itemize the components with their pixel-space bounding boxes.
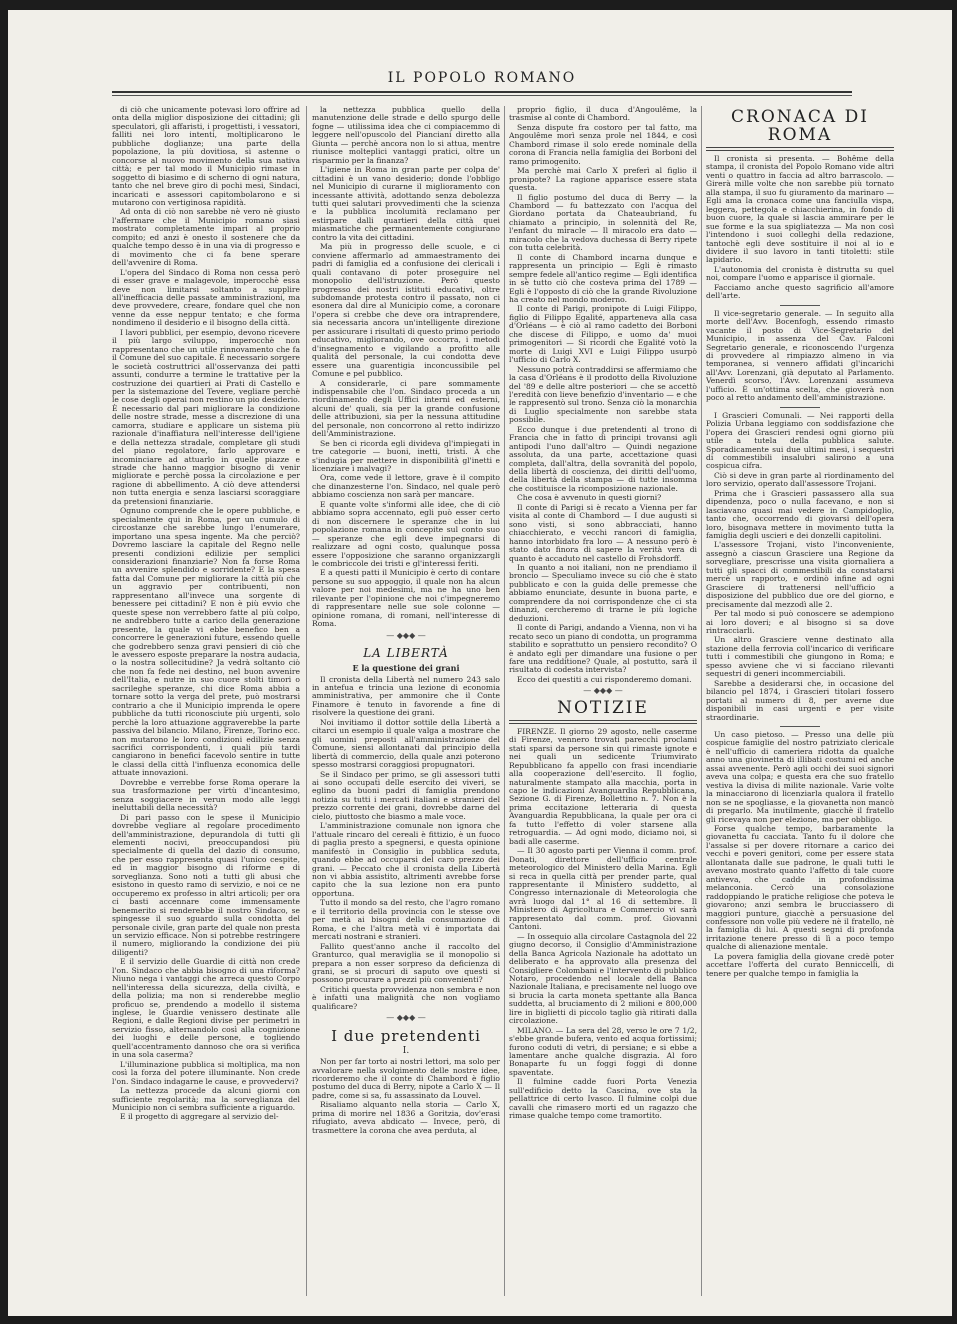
column-2: [312, 106, 500, 1291]
paragraph: Ecco dei questiti a cui risponderemo domani.: [517, 674, 692, 684]
paragraph: Ma più in progresso delle scuole, e ci conviene affermarlo ad ammaestramento dei padri di famiglia ed a confusione dei clericali i quali contavano di poter proseguire nel monopolio dell'istruzione. Però questo progresso dei nostri istituti educativi, oltre subdomande protesta contro il passato, non ci esonera dal dire al Municipio come, a coronare l'opera si crebbe che deve ora intraprendere, sia necessaria ancora un'intelligente direzione per assicurare i risultati di questo primo periodo educativo, migliorando, ove occorra, i metodi d'insegnamento e vigilando a profitto alle qualità del personale, la cui condotta deve essere una guarentigia inconcussibile pel Comune e pel pubblico.: [312, 242, 500, 379]
paragraph: Ecco dunque i due pretendenti al trono di Francia che in fatto di principi trovansi agli antipodi l'uno dall'altro — Quindi negazione assoluta, da una parte, accettazione quasi completa, dall'altra, della sovranità del popolo, della libertà di coscienza, dei diritti dell'uomo, della libertà della stampa — di tutte insomma che costituisce la ricomposizione nazionale.: [509, 424, 697, 493]
newspaper-page: [8, 10, 952, 1316]
paragraph: — In ossequio alla circolare Castagnola del 22 giugno decorso, il Consiglio d'Amministrazione della Banca Agricola Nazionale ha adottato un deliberato e ha approvato alla presenza del Consigliere Colombani e l'intervento di pubblico Notaro, procedendo nel locale della Banca Nazionale Italiana, e precisamente nel luogo ove si brucia la carta moneta spettante alla Banca suddetta, al bruciamento di 2 milioni e 800,000 lire in biglietti di piccolo taglio già ritirati dalla circolazione.: [509, 931, 697, 1026]
masthead: [112, 64, 852, 104]
column-divider: [701, 106, 702, 1296]
paragraph: Per tal modo si può conoscere se adempiono ai loro doveri; e al bisogno si sa dove rintracciarli.: [706, 609, 894, 636]
column-4: [706, 106, 894, 1291]
paragraph: L'amministrazione comunale non ignora che l'attuale rincaro del cereali è fittizio, è un fuoco di paglia presto a spegnersi, e questa opinione manifestò in Consiglio in pubblica seduta, quando ebbe ad occuparsi del caro prezzo dei grani. — Peccato che il cronista della Libertà non vi abbia assistito, altrimenti avrebbe forse capito che la sua lezione non era punto opportuna.: [312, 821, 500, 898]
paragraph: Facciamo anche questo sagrificio all'amore dell'arte.: [706, 282, 894, 301]
paragraph: Un altro Grasciere venne destinato alla stazione della ferrovia coll'incarico di verificare tutti i commestibili che giungono in Roma; e spesso avviene che vi si facciano rilevanti sequestri di generi incommerciabili.: [706, 635, 894, 679]
section-heading-cronaca: CRONACA DI ROMA: [731, 107, 869, 145]
column-1: [112, 106, 300, 1291]
paragraph: I lavori pubblici, per esempio, devono ricevere il più largo sviluppo, imperocchè non rappresentano che un utile rinnovamento che fa il Comune del suo capitale. È necessario sorgere le società costruttrici all'osservanza dei patti assunti, condurre a termine le trattative per la costruzione dei quartieri ai Prati di Castello e per la sistemazione del Tevere, vegliare perchè le cose degli operai non restino un pio desiderio. È necessario dal pari migliorare la condizione delle nostre strade, messe a discrezione di una camorra, studiare e applicare un sistema più razionale d'inaffiatura nell'interesse dell'igiene e della nettezza stradale, completare gli studi del piano regolatore, farlo approvare e incominciare ad attuarlo in quelle piazze e strade che hanno maggior bisogno di venir migliorate e perchè possa la circolazione e per ragione di abbellimento. A ciò deve attendersi non tutta energia e senza lasciarsi scoraggiare da pretensioni finanziarie.: [112, 327, 300, 506]
paragraph: Di pari passo con le spese il Municipio dovrebbe vegliare al regolare procedimento dell'amministrazione, depurandola di tutti gli elementi nocivi, preoccupandosi più specialmente di quella del dazio di consumo, che per esso rappresenta quasi l'unico cespite, ed in maggior bisogno di riforme e di sorveglianza. Sono noti a tutti gli abusi che esistono in questo ramo di servizio, e noi ce ne occuperemo ex professo in altri articoli; per ora ci basti accennare come immensamente benemerito si renderebbe il nostro Sindaco, se spingesse il suo sguardo sulla condotta del personale civile, gran parte del quale non presta un servizio efficace. Non si potrebbe restringere il numero, migliorando la condizione dei più diligenti?: [112, 812, 300, 957]
paragraph: E quante volte s'informi alle idee, che di ciò abbiamo sopra accennato, egli può esser certo di non discernere le speranze che in lui popolazione romana in concepite sul conto suo — speranze che egli deve impegnarsi di realizzare ad ogni costo, qualunque possa essere l'opposizione che saranno organizzargli le combriccole dei tristi e gl'interessi feriti.: [312, 499, 500, 569]
paragraph: E il servizio delle Guardie di città non crede l'on. Sindaco che abbia bisogno di una riforma? Niuno nega i vantaggi che arreca questo Corpo nell'interessa della sicurezza, della civiltà, e della polizia; ma non si renderebbe meglio proficuo se, prendendo a modello il sistema inglese, le Guardie venissero destinate alle Regioni, e dalle Regioni divise per perimetri in servizio fisso, alternandolo così alla cognizione dei luoghi e delle persone, e togliendo quell'accentramento dannoso che ora si verifica in una sola caserma?: [112, 957, 300, 1060]
newspaper-title: IL POPOLO ROMANO: [387, 70, 577, 86]
paragraph: La nettezza procede da alcuni giorni con sufficiente regolarità; ma la sorveglianza del Municipio non ci sembra sufficiente a riguardo.: [112, 1086, 300, 1113]
paragraph: Il conte di Chambord incarna dunque e rappresenta un principio — Egli è rimasto sempre fedele all'antico regime — Egli identifica in sè tutto ciò che costeva prima del 1789 — Egli è l'opposto di ciò che la grande Rivoluzione ha creato nel mondo moderno.: [509, 252, 697, 304]
paragraph: Il figlio postumo del duca di Berry — la Chambord — fu battezzato con l'acqua del Giordano portata da Chateaubriand, fu chiamato a principio, in solennità del Re, l'enfant du miracle — Il miracolo era dato — miracolo che la vedova duchessa di Berry ripete con tutta celebrità.: [509, 192, 697, 253]
paragraph: proprio figlio, il duca d'Angoulême, la trasmise al conte di Chambord.: [509, 106, 697, 123]
paragraph: L'assessore Trojani, visto l'inconveniente, assegnò a ciascun Grasciere una Regione da sorvegliare, prescrisse una visita giornaliera a tutti gli spacci di commestibili da constatarsi mercè un rapporto, e ordinò infine ad ogni Grasciere di trattenersi nell'ufficio a disposizione del pubblico due ore del giorno, e precisamente dal mezzodì alle 2.: [706, 540, 894, 609]
item-divider: [780, 726, 820, 727]
paragraph: Ma perchè mai Carlo X preferì al figlio il pronipote? La ragione apparisce essere stata questa.: [509, 166, 697, 193]
paragraph: In quanto a noi italiani, non ne prendiamo il broncio — Speculiamo invece su ciò che è stato pubblicato e con la guida delle premesse che abbiamo enunciate, desunte in buona parte, e comprendere da noi corrispondenze che ci sta dinanzi, cercheremo di trarne le più logiche deduzioni.: [509, 563, 697, 623]
paragraph: FIRENZE. Il giorno 29 agosto, nelle caserme di Firenze, vennero trovati parecchi proclami stati sparsi da persone sin qui rimaste ignote e nei quali un sedicente Triumvirato Repubblicano fa appello con frasi incendiarie alla cooperazione dell'esercito. Il foglio, naturalmente stampato alla macchia, porta in capo le indicazioni Avanguardia Repubblicana, Sezione G. di Firenze, Bollettino n. 7. Non è la prima eccitazione letteraria di questa Avanguardia Repubblicana, la quale per ora ci fa tutto l'effetto di voler starsene alla retroguardia. — Ad ogni modo, diciamo noi, si badi alle caserme.: [509, 726, 697, 846]
paragraph: Il cronista si presenta. — Bohême della stampa, il cronista del Popolo Romano vide altri venti o quattro in faccia ad altro barrascolo. — Girerà mille volte che non sarebbe più tornato alla stampa, il suo fu giuramento da marinaro — Egli ama la cronaca come una fanciulla vispa, leggera, pettegola e chiacchierina, in fondo di buon cuore, la quale si lascia ammirare per le sue forme e la sua spigliatezza — Ma non così l'intendono i suoi colleghi della redazione, tantochè egli deve sostituire il noi al io e dividere il suo lavoro in tanti titoletti: stile lapidario.: [706, 154, 894, 265]
paragraph: Sarebbe a desiderarsi che, in occasione del bilancio pel 1874, i Grascieri titolari fossero portati al numero di 8, per averne due disponibili in casi urgenti e per visite straordinarie.: [706, 678, 894, 722]
paragraph: Dovrebbe e verrebbe forse Roma operare la sua trasformazione per virtù d'incantesimo, senza soggiacere in verun modo alle leggi ineluttabili della necessità?: [112, 777, 300, 813]
paragraph: La povera famiglia della giovane credè poter accettare l'offerta del curato Benniccelli, di tenere per qualche tempo in famiglia la: [706, 951, 894, 978]
paragraph: L'igiene in Roma in gran parte per colpa de' cittadini è un vano desiderio; donde l'obbligo nel Municipio di curarne il miglioramento con incessante attività, adottando senza debolezza tutti quei salutari provvedimenti che la scienza e la pubblica incolumità reclamano per estirpare dalli quartieri della città quei miasmatiche che permanentemente congiurano contro la vita dei cittadini.: [312, 165, 500, 242]
paragraph: E a questi patti il Municipio è certo di contare persone su suo appoggio, il quale non ha alcun valore per noi medesimi, ma ne ha uno ben rilevante per l'opinione che noi c'impegneremo di rappresentare nelle sue sole colonne — opinione romana, di romani, nell'interesse di Roma.: [312, 568, 500, 629]
masthead-rule: [112, 95, 852, 96]
paragraph: Se ben ci ricorda egli divideva gl'impiegati in tre categorie — buoni, inetti, tristi. A che s'indugia per mettere in disponibilità gl'inetti e licenziare i malvagi?: [312, 438, 500, 474]
paragraph: Il cronista della Libertà nel numero 243 salo in antefua e trincia una lezione di economia amministrativa, per ammonire che il Conte Finamore è tenuto in favorende a fine di risolvere la questione dei grani.: [312, 674, 500, 718]
paragraph: Risaliamo alquanto nella storia — Carlo X, prima di morire nel 1836 a Goritzia, dov'erasi rifugiato, aveva abdicato — Invece, però, di trasmettere la corona che avea perduta, al: [312, 1100, 500, 1135]
paragraph: Il conte di Parigi, andando a Vienna, non vi ha recato seco un piano di condotta, un programma stabilito e soprattutto un pensiero recondito? O è andato egli per dimandare una fusione o per fare una redditione? Quale, al postutto, sarà il risultato di codesta intervista?: [509, 623, 697, 675]
paragraph: Fallito quest'anno anche il raccolto del Granturco, qual meraviglia se il monopolio si prepara a non esser sorpreso da deficienza di grani, se si procuri di saputo ove questi si possono procurare a prezzi più convenienti?: [312, 941, 500, 985]
section-subheading: E la questione dei grani: [352, 663, 460, 674]
masthead-rule: [112, 91, 852, 93]
section-ornament: — ◆◆◆ —: [386, 630, 426, 640]
paragraph: Prima che i Grascieri passassero alla sua dipendenza, poco o nulla facevano, e non si lasciavano quasi mai vedere in Campidoglio, tanto che, occorrendo di giovarsi dell'opera loro, bisognava mettere in movimento tutta la famiglia degli uscieri e dei donzelli capitolini.: [706, 488, 894, 541]
paragraph: MILANO. — La sera del 28, verso le ore 7 1/2, s'ebbe grande bufera, vento ed acqua fortissimi; furono coduti di vetri, di persiane; e si ebbe a lamentare anche qualche disgrazia. Al foro Bonaparte fu un foggi foggi di donne spaventate.: [509, 1025, 697, 1077]
heading-rule: [706, 147, 894, 151]
paragraph: Non per far torto ai nostri lettori, ma solo per avvalorare nella svolgimento delle nostre idee, ricorderemo che il conte di Chambord è figlio postumo del duca di Berry, nipote a Carlo X — Il padre, come si sa, fu assassinato da Louvel.: [312, 1057, 500, 1100]
paragraph: Tutto il mondo sa del resto, che l'agro romano e il territorio della provincia con le stesse ove per metà ai bisogni della consumazione di Roma, e che l'altra metà vi è importata dai mercati nostrani e stranieri.: [312, 898, 500, 942]
paragraph: L'autonomia del cronista è distrutta su quel noi, compare l'uomo e apparisce il giornale.: [706, 264, 894, 283]
paragraph: Critichi questa provvidenza non sembra e non è infatti una malignità che non vogliamo qualificare?: [312, 984, 500, 1011]
paragraph: A considerarle, ci pare sommamente indispensabile che l'on. Sindaco proceda a un riordinamento degli Uffici interni ed esterni, alcuni de' quali, sia per la grande confusione delle attribuzioni, sia per la nessuna attitudine del personale, non concorrono al retto indirizzo dell'Amministrazione.: [312, 378, 500, 439]
column-3: [509, 106, 697, 1291]
paragraph: Ciò si deve in gran parte al riordinamento del loro servizio, operato dall'assessore Trojani.: [706, 470, 894, 489]
column-divider: [504, 106, 505, 1296]
paragraph: Ad onta di ciò non sarebbe nè vero nè giusto l'affermare che il Municipio romano siasi mostrato completamente impari al proprio compito; ed anzi è onesto il sostenere che da qualche tempo desso è in una via di progresso e di movimento che ci fa bene sperare dell'avvenire di Roma.: [112, 207, 300, 268]
paragraph: Noi invitiamo il dottor sottile della Libertà a citarci un esempio il quale valga a mostrare che gli uomini preposti all'amministrazione del Comune, siensi allontanati dal principio della libertà di commercio, della quale anzi poterono spesso mostrarsi coraggiosi propugnatori.: [312, 717, 500, 770]
section-number: I.: [402, 1045, 410, 1056]
paragraph: Che cosa è avvenuto in questi giorni?: [517, 493, 662, 503]
paragraph: L'opera del Sindaco di Roma non cessa però di esser grave e malagevole, imperocchè essa deve non limitarsi soltanto a supplire all'inefficacia delle passate amministrazioni, ma deve provvedere, creare, fondare quel che non venne da esse neppur tentato; e che forma nondimeno il desiderio e il bisogno della città.: [112, 267, 300, 328]
paragraph: la nettezza pubblica quello della manutenzione delle strade e dello spurgo delle fogne — utilissima idea che ci compiacemmo di leggere nell'opuscolo del Pianciani diretto alla Giunta — perchè ancora non lo si attua, mentre riunisce molteplici vantaggi pratici, oltre un risparmio per la finanza?: [312, 106, 500, 165]
paragraph: Il conte di Parigi si è recato a Vienna per far visita al conte di Chambord — I due augusti si sono visti, si sono abbracciati, hanno chiacchierato, e vecchi rancori di famiglia, hanno intorbidato fra loro — A nessuno però è stato dato finora di sapere la verità vera di quanto è accaduto nel castello di Frohsdorff.: [509, 502, 697, 563]
paragraph: Il conte di Parigi, pronipote di Luigi Filippo, figlio di Filippo Egalité, apparteneva alla casa d'Orléans — è ciò al ramo cadetto dei Borboni che discese di Filippo, e uomo da' muoi primogenitori — Si ricordi che Egalité votò la morte di Luigi XVI e Luigi Filippo usurpò l'ufficio di Carlo X.: [509, 304, 697, 365]
section-heading-pretendenti: I due pretendenti: [331, 1026, 481, 1045]
section-heading-liberta: LA LIBERTÀ: [363, 646, 449, 661]
heading-rule: [509, 720, 697, 724]
paragraph: Senza dispute fra costoro per tal fatto, ma Angoulême morì senza prole nel 1844, e così Chambord rimase il solo erede nominale della corona di Francia nella famiglia dei Borboni del ramo primogenito.: [509, 122, 697, 166]
paragraph: Nessuno potrà contraddirsi se affermiamo che la casa d'Orléans è il prodotto della Rivoluzione del '89 e delle altre posteriori — che se accettò l'eredità con lieve benefizio d'inventario — e che le rappresentò sul trono. Senza ciò la monarchia di Luglio specialmente non sarebbe stata possibile.: [509, 364, 697, 425]
item-divider: [780, 305, 820, 306]
paragraph: Ognuno comprende che le opere pubbliche, e specialmente qui in Roma, per un cumulo di circostanze che sarebbe lungo l'enumerare, importano una spesa ingente. Ma che perciò? Dovremo lasciare la capitale del Regno nelle presenti condizioni edilizie per semplici considerazioni finanziarie? Non fa forse Roma un avvenire splendido e sorridente? E la spesa fatta dal Comune per migliorare la città più che un aggravio per contribuenti, non rappresentano all'invece una sorgente di benessere pei cittadini? E non è più evvio che queste spese non verrebbero fatte al più colpo, ne andrebbero tutte a carico della generazione presente, la quale vi ebbe benefico ben a concorrere le generazioni future, essendo quelle che godrebbero senza gravi pensieri di ciò che le avessero esposte preparare la nostra audacia, o la nostra sollecitudine? Ja vedrà soltanto ciò che non fa fede nei destino, nel buon avvenire dell'Italia, e nutre in suo cuore stolti timori o sacrileghe speranze, chi dice Roma abbia a tornare sotto la verga del prete, può mostrarsi contrario a che il Municipio imprenda le opere pubbliche da tutti riconosciute più urgenti, solo perchè la loro attuazione aggraverebbe la parte passiva del bilancio. Milano, Firenze, Torino ecc. non mutarono le loro condizioni edilizie senza sacrifici corrispondenti, i quali più tardi cangiarono in benefici facevolo sentire in tutte le classi della città l'influenza economica delle attuate innovazioni.: [112, 506, 300, 778]
item-divider: [780, 407, 820, 408]
paragraph: — Il 30 agosto parti per Vienna il comm. prof. Donati, direttore dell'ufficio centrale meteorologico del Ministero della Marina. Egli si reca in quella città per prender parte, qual rappresentante il Ministero suddetto, al Congresso internazionale di Meteorologia che avrà luogo dal 1° al 16 di settembre. Il Ministero di Agricoltura e Commercio vi sarà rappresentato dal comm. prof. Giovanni Cantoni.: [509, 846, 697, 932]
paragraph: Il fulmine cadde fuori Porta Venezia sull'edificio detto la Cascina, ove sta la pellattrice di certo Ivasco. Il fulmine colpì due cavalli che rimasero morti ed un ragazzo che rimase qualche tempo come tramortito.: [509, 1077, 697, 1121]
paragraph: di ciò che unicamente potevasi loro offrire ad onta della miglior disposizione dei cittadini; gli speculatori, gli affaristi, i progettisti, i vessatori, falliti nei loro intenti, moltiplicarono le pubbliche doglianze; una parte della popolazione, la più dovitiosa, si astenne o concorse al nuovo movimento della sua nativa città; e per tal modo il Municipio rimase in soggetto di biasimo e di scherno di ogni natura, tanto che nel breve giro di pochi mesi, Sindaci, incaricati e assessori capitombolarono e si mutarono con vertiginosa rapidità.: [112, 106, 300, 207]
paragraph: Il vice-segretario generale. — In seguito alla morte dell'Avv. Bocenfogh, essendo rimasto vacante il posto di Vice-Segretario del Municipio, in assenza del Cav. Falconi Segretario generale, e riconoscendo l'urgenza di provvedere al rimpiazzo almeno in via temporanea, si vennero affidati gl'incarichi all'Avv. Lorenzani, già deputato al Parlamento. Venerdì scorso, l'Avv. Lorenzani assumeva l'ufficio. È un'ottima scelta, che gioverà non poco al retto andamento dell'amministrazione.: [706, 308, 894, 403]
column-divider: [306, 106, 307, 1296]
paragraph: Ora, come vede il lettore, grave è il compito che dinanzesterne l'on. Sindaco, nel quale però abbiamo coscienza non sarà per mancare.: [312, 473, 500, 500]
section-ornament: — ◆◆◆ —: [386, 1013, 426, 1023]
section-ornament: — ◆◆◆ —: [583, 686, 623, 696]
paragraph: Un caso pietoso. — Presso una delle più cospicue famiglie del nostro patriziato clericale è nell'ufficio di cameriera ridotta da qualche anno una giovinetta di illibati costumi ed anche assai avvenente. Però agli occhi dei suoi signori aveva una colpa; e questa era che suo fratello vestiva la divisa di milite nazionale. Varie volte la minacciarono di licenziarla qualora il fratello non se ne spogliasse, e la giovanetta non mancò di pregarlo. Ma inutilmente, giacchè il fratello gli ricevaya non per elezione, ma per obbligo.: [706, 730, 894, 824]
paragraph: L'illuminazione pubblica si moltiplica, ma non così la forza del potere illuminante. Non crede l'on. Sindaco indagarne le cause, e provvedervi?: [112, 1059, 300, 1086]
paragraph: Se il Sindaco per primo, se gli assessori tutti ai sono occupati delle esercito dei viveri, se eglino da buoni padri di famiglia prendono notizia su tutti i mercati italiani e stranieri del prezzo corrente dei grani, dovrebbe darne del cielo, piuttosto che biasmo a male voce.: [312, 769, 500, 821]
section-heading-notizie: NOTIZIE: [557, 697, 649, 718]
paragraph: E il progetto di aggregare al servizio del-: [120, 1112, 279, 1122]
paragraph: Forse qualche tempo, barbaramente la giovanetta fu cacciata. Tanto fu il dolore che l'assalse si per dovere ritornare a carico dei vecchi e poveri genitori, come per essere stata allontanata dalle sue padrone, le quali tutti le avevano mostrato quanto l'affetto di tale cuore antiveva, che cadde in profondissima melanconia. Cercò una consolazione raddoppiando le pratiche religiose che poteva le giovarono; anzi sembra le brucciassero di maggiori punture, giacchè a persuasione del confessore non volle più vedere nè il fratello, nè la famiglia di lui. A questi segni di profonda irritazione tenere presso di lì a poco tempo qualche di alienazione mentale.: [706, 823, 894, 952]
paragraph: I Grascieri Comunali. — Nei rapporti della Polizia Urbana leggiamo con soddisfazione che l'opera dei Grascieri rendesi ogni giorno più utile a tutela della pubblica salute. Sporadicamente sui due ultimi mesi, i sequestri di commestibili insalubri salirono a una cospicua cifra.: [706, 410, 894, 471]
